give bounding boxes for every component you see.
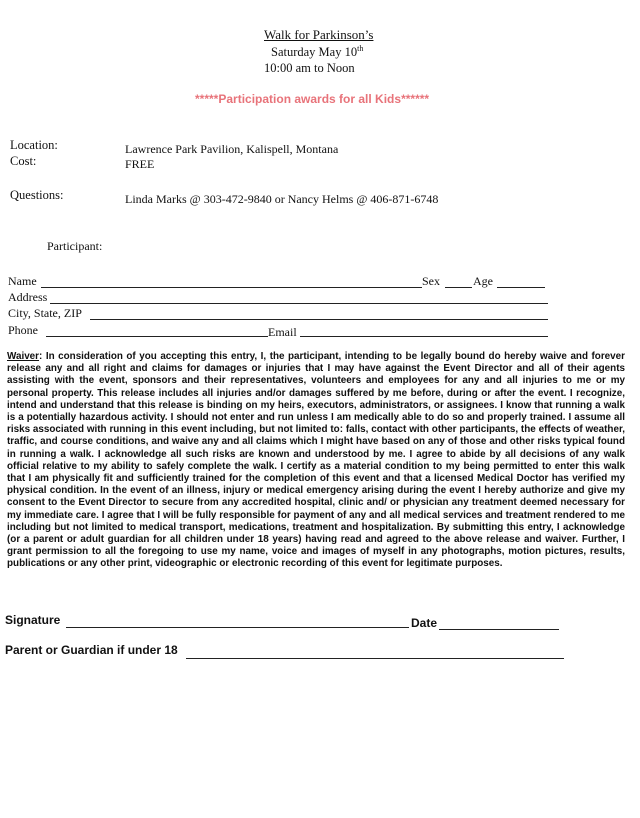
age-label: Age xyxy=(473,274,493,288)
address-row xyxy=(8,290,568,306)
signature-field[interactable] xyxy=(66,627,409,628)
event-date-suffix: th xyxy=(357,44,364,53)
cost-label: Cost: xyxy=(10,154,37,168)
city-field[interactable] xyxy=(90,319,548,320)
signature-label: Signature xyxy=(5,613,61,627)
location-value: Lawrence Park Pavilion, Kalispell, Montana xyxy=(125,142,339,156)
name-field[interactable] xyxy=(41,287,422,288)
date-label: Date xyxy=(411,616,438,630)
sex-field[interactable] xyxy=(445,287,472,288)
document-title: Walk for Parkinson’s xyxy=(264,27,374,42)
questions-label: Questions: xyxy=(10,188,64,202)
event-date xyxy=(271,44,363,60)
city-row xyxy=(8,306,568,322)
name-row xyxy=(8,274,568,290)
phone-field[interactable] xyxy=(46,336,268,337)
awards-banner: *****Participation awards for all Kids****** xyxy=(195,92,430,106)
address-label: Address xyxy=(8,290,48,304)
date-field[interactable] xyxy=(439,629,559,630)
city-label: City, State, ZIP xyxy=(8,306,82,320)
sex-label: Sex xyxy=(422,274,440,288)
guardian-label: Parent or Guardian if under 18 xyxy=(5,643,178,657)
phone-row xyxy=(8,323,568,339)
waiver-label: Waiver xyxy=(7,351,40,362)
name-label: Name xyxy=(8,274,37,288)
email-label: Email xyxy=(268,325,297,339)
waiver-text: : In consideration of you accepting this entry, I, the participant, intending to be legally bound do hereby waive and forever release any and all right and claims for damages or injuries that I may have against the Event Director and all of their agents assisting with the event, sponsors and their representatives, volunteers and employees for any and all injuries to me or my personal property. This release includes all injuries and/or damages suffered by me before, during or after the event. I recognize, intend and understand that this release is binding on my heirs, executors, administrators, or assignees. I know that running a walk is a potentially hazardous activity. I should not enter and run unless I am medically able to do so and properly trained. I assume all risks associated with running in this event including, but not limited to: falls, contact with other participants, the effects of weather, traffic, and course conditions, and waive any and all claims which I might have based on any of those and other risks typical found in running a walk. I acknowledge all such risks are known and understood by me. I agree to abide by all decisions of any walk official relative to my ability to safely complete the walk. I certify as a material condition to my being permitted to enter this walk that I am physically fit and sufficiently trained for the completion of this event and that a licensed Medical Doctor has verified my physical condition. In the event of an illness, injury or medical emergency arising during the event I hereby authorize and give my consent to the Event Director to secure from any accredited hospital, clinic and/ or physician any treatment deemed necessary for my immediate care. I agree that I will be fully responsible for payment of any and all medical services and treatment rendered to me including but not limited to medical transport, medications, treatment and hospitalization. By submitting this entry, I acknowledge (or a parent or adult guardian for all children under 18 years) having read and agreed to the above release and waiver. Further, I grant permission to all the foregoing to use my name, voice and images of myself in any photographs, motion pictures, results, publications or any other print, videographic or electronic recording of this event for legitimate purposes. xyxy=(7,351,625,570)
phone-label: Phone xyxy=(8,323,38,337)
address-field[interactable] xyxy=(50,303,548,304)
event-date-text: Saturday May 10 xyxy=(271,45,358,60)
waiver-paragraph xyxy=(7,351,625,571)
cost-value: FREE xyxy=(125,157,155,171)
age-field[interactable] xyxy=(497,287,545,288)
event-time: 10:00 am to Noon xyxy=(264,61,355,75)
participant-heading: Participant: xyxy=(47,239,103,253)
guardian-signature-field[interactable] xyxy=(186,658,564,659)
questions-value: Linda Marks @ 303-472-9840 or Nancy Helms @ 406-871-6748 xyxy=(125,192,439,206)
email-field[interactable] xyxy=(300,336,548,337)
location-label: Location: xyxy=(10,138,58,152)
